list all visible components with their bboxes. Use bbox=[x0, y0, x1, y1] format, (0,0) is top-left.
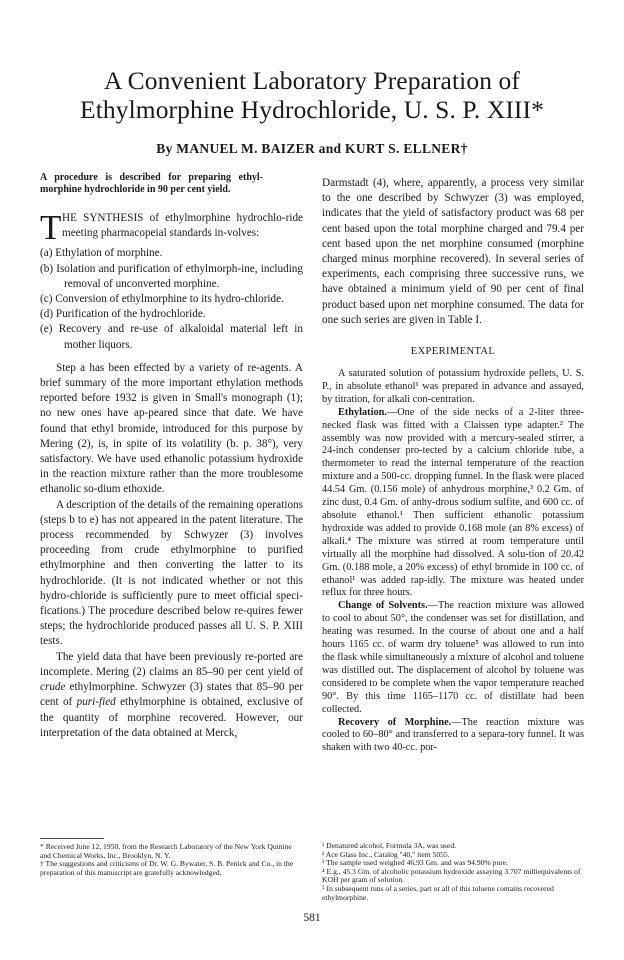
left-footnotes bbox=[40, 838, 303, 877]
text-run: The yield data that have been previously re-ported are incomplete. Mering (2) claims an 85–90 per cent yield of bbox=[40, 650, 303, 678]
run-in-heading: Recovery of Morphine. bbox=[338, 716, 452, 728]
right-column bbox=[322, 176, 584, 755]
drop-cap: T bbox=[40, 208, 62, 247]
authors-line: By MANUEL M. BAIZER and KURT S. ELLNER† bbox=[156, 141, 468, 156]
page-number: 581 bbox=[303, 912, 321, 924]
step-item: (e) Recovery and re-use of alkaloidal material left in mother liquors. bbox=[40, 323, 303, 351]
footnote: ⁵ In subsequent runs of a series, part or all of this toluene contains recovered ethylmorphine. bbox=[322, 883, 554, 902]
italic-run: puri-fied bbox=[76, 696, 116, 709]
body-paragraph: A description of the details of the remaining operations (steps b to e) has not appeared in the patent literature. The process recommended by Schwyzer (3) involves proceeding from crude ethylmorphine to purified ethylmorphine and then converting the latter to its hydrochloride. (It is not indicated whether or not this hydro-chloride is sufficiently pure to meet official speci-fications.) The procedure described below re-quires fewer steps; the hydrochloride produced passes all U. S. P. XIII tests. bbox=[40, 498, 303, 648]
text-run: —The reaction mixture was allowed to cool to about 50°, the condenser was set for distillation, and heating was resumed. In the course of about one and a half hours 1165 cc. of warm dry toluene⁵ was allowed to run into the flask while simultaneously a mixture of alcohol and toluene was distilled out. The displacement of alcohol by toluene was considered to be complete when the vapor temperature reached 90°. By this time 1165–1170 cc. of distillate had been collected. bbox=[322, 600, 584, 715]
text-run: ethylmorphine is obtained, exclusive of the quantity of morphine recovered. However, our interpretation of the data obtained at Merck, bbox=[40, 696, 303, 739]
body-paragraph: Darmstadt (4), where, apparently, a process very similar to the one described by Schwyzer (3) was employed, indicates that the yield of satisfactory product was 68 per cent based upon the total morphine charged and 79.4 per cent based upon the net morphine consumed (morphine charged minus morphine recovered). In several series of experiments, each comprising three successive runs, we have obtained a minimum yield of 90 per cent of final product based upon net morphine consumed. The data for one such series are given in Table I. bbox=[322, 177, 584, 326]
body-paragraph bbox=[40, 650, 303, 741]
step-item: (b) Isolation and purification of ethylmorph-ine, including removal of unconverted morphine. bbox=[40, 262, 303, 290]
intro-smallcaps: HE SYNTHESIS bbox=[62, 212, 144, 224]
footnote: ³ The sample used weighed 46.93 Gm. and was 94.90% pure. bbox=[322, 858, 509, 868]
title-line-2: Ethylmorphine Hydrochloride, U. S. P. XIII* bbox=[80, 95, 544, 124]
run-in-heading: Change of Solvents. bbox=[338, 600, 428, 612]
run-in-heading: Ethylation. bbox=[338, 406, 387, 418]
experimental-paragraph: A saturated solution of potassium hydroxide pellets, U. S. P., in absolute ethanol¹ was prepared in advance and assayed, by titration, for alkali con-centration. bbox=[322, 368, 584, 405]
step-item: (a) Ethylation of morphine. bbox=[40, 247, 163, 260]
text-run: —One of the side necks of a 2-liter three-necked flask was fitted with a Claissen type adapter.² The assembly was now provided with a mercury-sealed stirrer, a 24-inch condenser pro-tected by a calcium chloride tube, a thermometer to read the internal temperature of the reaction mixture and a 500-cc. dropping funnel. In the flask were placed 44.54 Gm. (0.156 mole) of anhydrous morphine,³ 0.2 Gm. of zinc dust, 0.4 Gm. of anhy-drous sodium sulfite, and 600 cc. of absolute ethanol.¹ Then sufficient ethanolic potassium hydroxide was added to provide 0.168 mole (an 8% excess) of alkali.⁴ The mixture was stirred at room temperature until virtually all the morphine had dissolved. A solu-tion of 20.42 Gm. (0.188 mole, a 20% excess) of ethyl bromide in 100 cc. of ethanol¹ was added rap-idly. The mixture was heated under reflux for three hours. bbox=[322, 406, 584, 599]
footnote: ¹ Denatured alcohol, Formula 3A, was used. bbox=[322, 841, 457, 850]
article-title bbox=[30, 66, 594, 124]
ethylation-paragraph bbox=[322, 407, 584, 601]
steps-list bbox=[40, 246, 303, 352]
recovery-paragraph bbox=[322, 717, 584, 756]
italic-run: crude bbox=[40, 681, 66, 694]
text-run: —The reaction mixture was cooled to 60–80° and transferred to a separa-tory funnel. It was shaken with two 40-cc. por- bbox=[322, 716, 584, 754]
abstract: A procedure is described for preparing ethyl-morphine hydrochloride in 90 per cent yield. bbox=[40, 172, 263, 195]
body-paragraph: Step a has been effected by a variety of re-agents. A brief summary of the more important ethylation methods reported before 1932 is given in Small's monograph (1); no new ones have ap-peared since that date. We have found that ethyl bromide, introduced for this purpose by Mering (2), is, in spite of its volatility (b. p. 38°), very satisfactory. We have used ethanolic potassium hydroxide in the reaction mixture rather than the more troublesome ethanolic so-dium ethoxide. bbox=[40, 361, 303, 496]
footnote-rule bbox=[40, 838, 104, 839]
intro-text: of ethylmorphine hydrochlo-ride meeting pharmacopeial standards in-volves: bbox=[62, 212, 304, 240]
text-run: ethylmorphine. Schwyzer (3) states that 85–90 per cent of bbox=[40, 681, 303, 709]
footnote: * Received June 12, 1950, from the Research Laboratory of the New York Quinine and Chemical Works, Inc., Brooklyn, N. Y. bbox=[40, 842, 292, 860]
right-footnotes bbox=[322, 842, 584, 902]
title-line-1: A Convenient Laboratory Preparation of bbox=[104, 66, 520, 95]
footnote: ⁴ E.g., 45.3 Gm. of alcoholic potassium hydroxide assaying 3.707 milliequivalents of KOH per gram of solution. bbox=[322, 866, 581, 885]
step-item: (d) Purification of the hydrochloride. bbox=[40, 308, 206, 321]
section-heading-experimental: EXPERIMENTAL bbox=[410, 346, 496, 358]
footnote: ² Ace Glass Inc., Catalog "40," item 5055. bbox=[322, 849, 450, 859]
left-column bbox=[40, 172, 303, 741]
intro-paragraph bbox=[40, 208, 304, 247]
step-item: (c) Conversion of ethylmorphine to its hydro-chloride. bbox=[40, 293, 284, 306]
solvents-paragraph bbox=[322, 600, 584, 716]
footnote: † The suggestions and criticisms of Dr. W. G. Bywater, S. B. Penick and Co., in the preparation of this manuscript are gratefully acknowledged. bbox=[40, 859, 294, 877]
